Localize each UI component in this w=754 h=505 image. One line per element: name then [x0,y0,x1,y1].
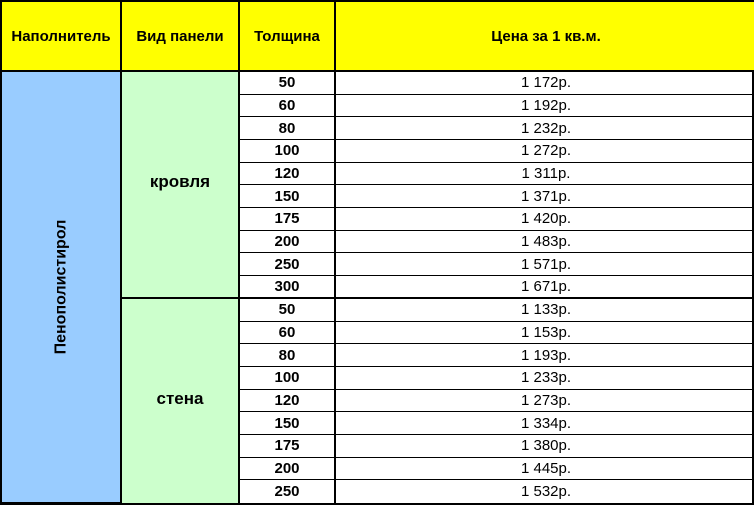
panel-type-wall: стена [122,299,240,503]
filler-label: Пенополистирол [52,219,70,355]
thickness-cell: 250 [240,253,336,276]
price-cell: 1 671р. [336,276,754,299]
thickness-cell: 150 [240,185,336,208]
price-cell: 1 445р. [336,458,754,481]
price-cell: 1 232р. [336,117,754,140]
thickness-cell: 100 [240,140,336,163]
price-cell: 1 334р. [336,412,754,435]
thickness-cell: 175 [240,435,336,458]
panel-type-roof: кровля [122,72,240,299]
thickness-cell: 80 [240,344,336,367]
price-cell: 1 532р. [520,483,572,501]
price-cell: 1 272р. [336,140,754,163]
price-cell: 1 192р. [336,95,754,118]
price-cell: 1 571р. [336,253,754,276]
thickness-cell: 120 [240,163,336,186]
price-cell: 1 311р. [336,163,754,186]
thickness-cell: 200 [240,458,336,481]
thickness-cell: 100 [240,367,336,390]
header-filler: Наполнитель [2,2,122,72]
price-cell: 1 420р. [336,208,754,231]
thickness-cell: 150 [240,412,336,435]
header-panel-type: Вид панели [122,2,240,72]
thickness-cell: 60 [240,95,336,118]
thickness-cell: 250 [240,480,336,503]
price-cell: 1 380р. [336,435,754,458]
thickness-cell: 50 [240,299,336,322]
price-cell: 1 133р. [336,299,754,322]
thickness-cell: 120 [240,390,336,413]
header-thickness: Толщина [240,2,336,72]
price-cell: 1 483р. [336,231,754,254]
thickness-cell: 175 [240,208,336,231]
thickness-cell: 50 [240,72,336,95]
header-price: Цена за 1 кв.м. [336,2,754,72]
price-cell: 1 371р. [336,185,754,208]
thickness-cell: 300 [240,276,336,299]
thickness-cell: 80 [240,117,336,140]
price-cell: 1 193р. [336,344,754,367]
filler-cell [2,72,122,503]
price-cell: 1 233р. [336,367,754,390]
thickness-cell: 60 [240,322,336,345]
price-cell: 1 172р. [336,72,754,95]
price-cell: 1 273р. [336,390,754,413]
price-cell: 1 153р. [336,322,754,345]
thickness-cell: 200 [240,231,336,254]
